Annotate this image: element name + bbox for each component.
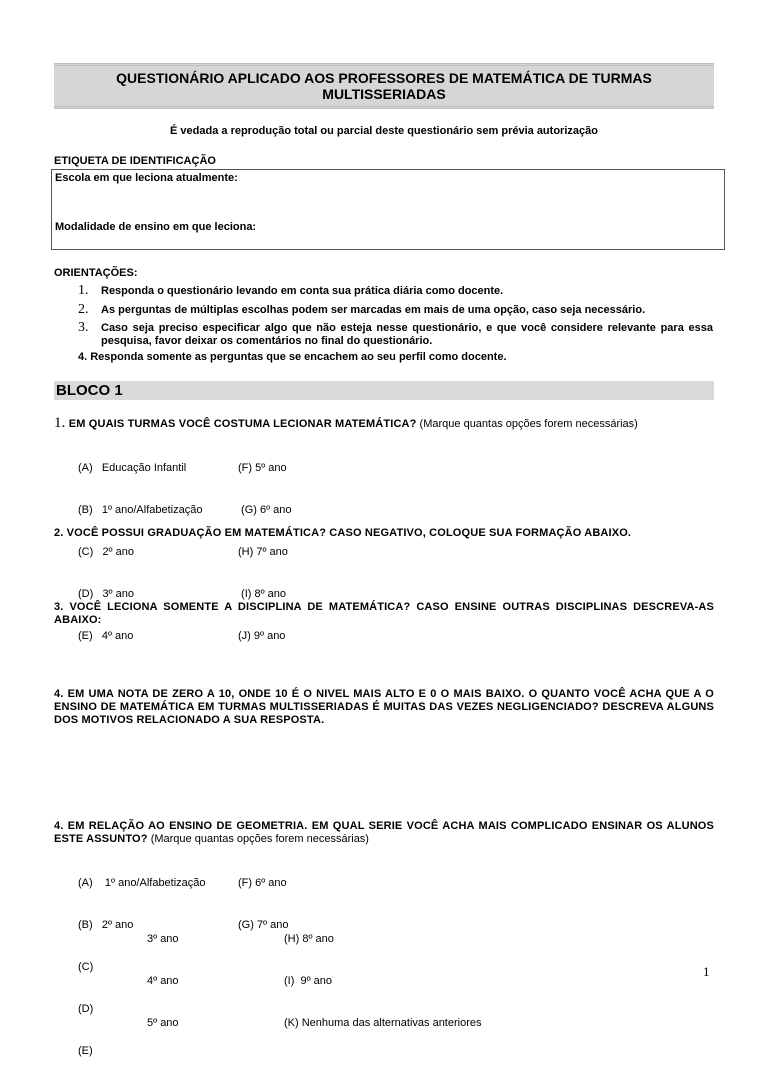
option-item[interactable]: (H) 8º ano bbox=[284, 933, 334, 945]
option-item[interactable]: (I) 9º ano bbox=[284, 975, 333, 987]
option-item[interactable]: (J) 9º ano bbox=[238, 630, 286, 642]
option-item[interactable]: (F) 6º ano bbox=[238, 877, 287, 889]
question-number: 1. bbox=[54, 415, 66, 431]
title-band bbox=[54, 63, 714, 109]
orientation-number: 3. bbox=[78, 320, 89, 335]
question-text: EM QUAIS TURMAS VOCÊ COSTUMA LECIONAR MATEMÁTICA? bbox=[65, 418, 417, 430]
option-list bbox=[238, 433, 292, 671]
option-item[interactable]: (C) 2º ano bbox=[78, 546, 134, 558]
option-item[interactable]: 3º ano bbox=[147, 933, 179, 945]
option-item[interactable]: (B) 1º ano/Alfabetização bbox=[78, 504, 203, 516]
option-list bbox=[238, 848, 288, 1044]
document-title-line2: MULTISSERIADAS bbox=[322, 86, 446, 102]
orientation-text: As perguntas de múltiplas escolhas podem ser marcadas em mais de uma opção, caso seja necessário. bbox=[101, 304, 646, 316]
orientation-item bbox=[78, 322, 713, 348]
option-item[interactable]: (A) 1º ano/Alfabetização bbox=[78, 877, 206, 889]
option-item[interactable]: (B) 2º ano bbox=[78, 919, 134, 931]
orientation-item bbox=[78, 304, 713, 317]
question-1 bbox=[54, 417, 714, 431]
option-item[interactable]: (F) 5º ano bbox=[238, 462, 287, 474]
option-item[interactable]: (E) 4º ano bbox=[78, 630, 134, 642]
orientation-text: Caso seja preciso especificar algo que não esteja nesse questionário, e que você considere relevante para essa pesquisa, favor deixar os comentários no final do questionário. bbox=[101, 322, 713, 347]
question-3: 3. VOCÊ LECIONA SOMENTE A DISCIPLINA DE MATEMÁTICA? CASO ENSINE OUTRAS DISCIPLINAS DESCREVA-AS ABAIXO: bbox=[54, 601, 714, 626]
orientation-text: Responda o questionário levando em conta sua prática diária como docente. bbox=[101, 285, 504, 297]
option-item[interactable]: (D) 3º ano bbox=[78, 588, 134, 600]
option-item[interactable]: (E) bbox=[78, 1045, 93, 1057]
option-item[interactable]: (D) bbox=[78, 1003, 94, 1015]
section-header-bloco-1: BLOCO 1 bbox=[54, 381, 714, 400]
orientation-number: 2. bbox=[78, 302, 89, 317]
option-item[interactable]: (H) 7º ano bbox=[238, 546, 288, 558]
identification-box bbox=[51, 169, 725, 250]
option-item[interactable]: (G) 6º ano bbox=[238, 504, 292, 516]
option-item[interactable]: (A) Educação Infantil bbox=[78, 462, 187, 474]
orientation-number: 1. bbox=[78, 283, 89, 298]
option-list bbox=[284, 848, 481, 1058]
orientation-text: 4. Responda somente as perguntas que se encachem ao seu perfil como docente. bbox=[78, 351, 507, 363]
option-item[interactable]: (K) Nenhuma das alternativas anteriores bbox=[284, 1017, 482, 1029]
option-item[interactable]: (I) 8º ano bbox=[238, 588, 287, 600]
option-item[interactable]: (C) bbox=[78, 961, 94, 973]
modality-field-label: Modalidade de ensino em que leciona: bbox=[55, 221, 257, 233]
question-text: 4. EM RELAÇÃO AO ENSINO DE GEOMETRIA. EM QUAL SERIE VOCÊ ACHA MAIS COMPLICADO ENSINAR OS ALUNOS ESTE ASSUNTO? bbox=[54, 820, 714, 845]
orientation-item bbox=[78, 351, 713, 364]
option-list bbox=[78, 433, 202, 671]
question-4-rating: 4. EM UMA NOTA DE ZERO A 10, ONDE 10 É O NIVEL MAIS ALTO E 0 O MAIS BAIXO. O QUANTO VOCÊ ACHA QUE A O ENSINO DE MATEMÁTICA EM TURMAS MULTISSERIADAS É MUITAS DAS VEZES NEGLIGENCIADO? DESCREVA ALGUNS DOS MOTIVOS RELACIONADO A SUA RESPOSTA. bbox=[54, 688, 714, 726]
page-number: 1 bbox=[703, 964, 710, 979]
question-hint: (Marque quantas opções forem necessárias) bbox=[416, 418, 638, 430]
option-item[interactable]: (G) 7º ano bbox=[238, 919, 289, 931]
option-list bbox=[78, 848, 206, 1086]
option-item[interactable]: 4º ano bbox=[147, 975, 179, 987]
document-title-line1: QUESTIONÁRIO APLICADO AOS PROFESSORES DE MATEMÁTICA DE TURMAS bbox=[116, 70, 652, 86]
option-list bbox=[147, 848, 179, 1058]
orientations-label: ORIENTAÇÕES: bbox=[54, 267, 138, 279]
question-4-geometry bbox=[54, 820, 714, 846]
identification-label: ETIQUETA DE IDENTIFICAÇÃO bbox=[54, 155, 216, 167]
option-item[interactable]: 5º ano bbox=[147, 1017, 179, 1029]
school-field-label: Escola em que leciona atualmente: bbox=[55, 172, 238, 184]
reproduction-notice: É vedada a reprodução total ou parcial deste questionário sem prévia autorização bbox=[170, 125, 598, 137]
question-2: 2. VOCÊ POSSUI GRADUAÇÃO EM MATEMÁTICA? CASO NEGATIVO, COLOQUE SUA FORMAÇÃO ABAIXO. bbox=[54, 527, 632, 539]
question-hint: (Marque quantas opções forem necessárias) bbox=[147, 833, 369, 845]
orientation-item bbox=[78, 285, 713, 298]
